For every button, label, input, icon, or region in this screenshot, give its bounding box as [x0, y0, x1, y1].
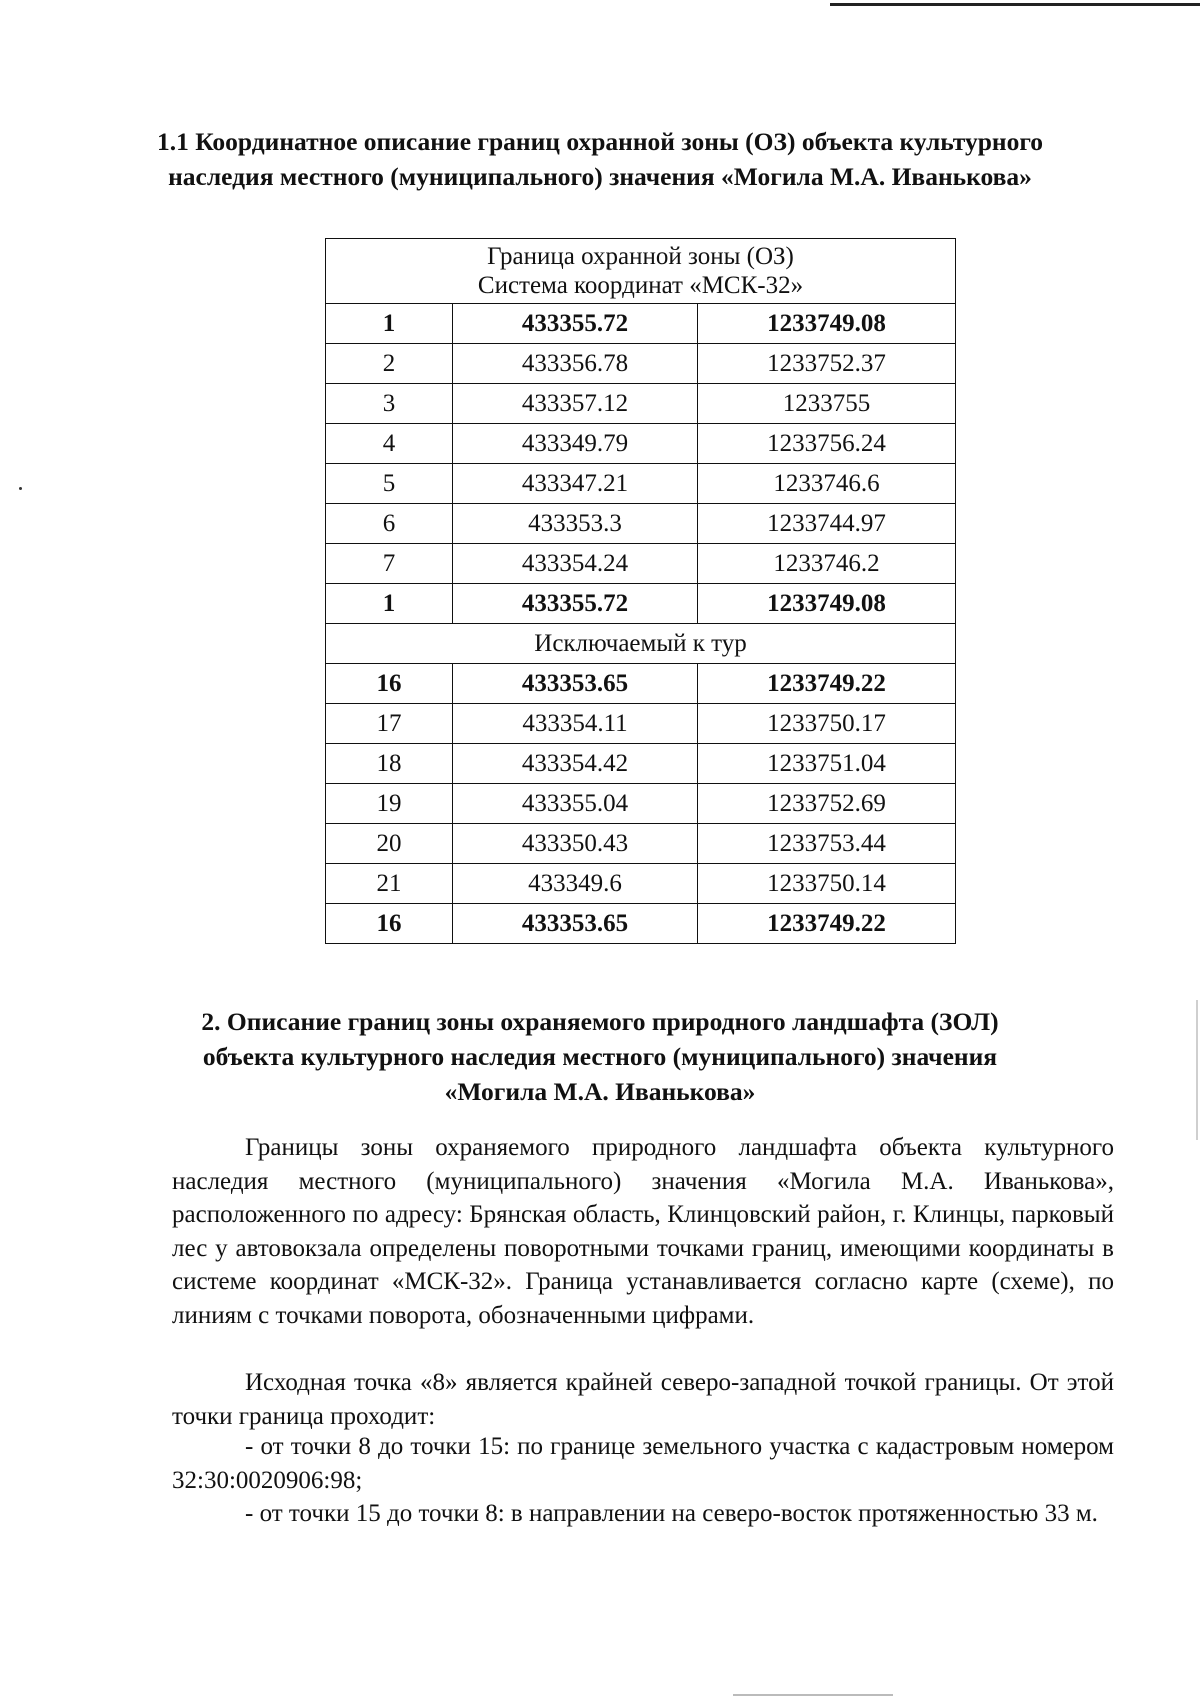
- point-number-cell: 16: [326, 904, 453, 944]
- table-row: [326, 464, 956, 504]
- table-row: [326, 704, 956, 744]
- x-coordinate-cell: 433353.65: [453, 904, 698, 944]
- table-row: [326, 664, 956, 704]
- x-coordinate-cell: 433353.65: [453, 664, 698, 704]
- y-coordinate-cell: 1233751.04: [698, 744, 956, 784]
- y-coordinate-cell: 1233749.22: [698, 904, 956, 944]
- y-coordinate-cell: 1233746.2: [698, 544, 956, 584]
- table-row: [326, 584, 956, 624]
- point-number-cell: 20: [326, 824, 453, 864]
- y-coordinate-cell: 1233749.22: [698, 664, 956, 704]
- table-row: [326, 304, 956, 344]
- table-row: [326, 344, 956, 384]
- table-caption-line-2: Система координат «МСК-32»: [477, 272, 804, 299]
- point-number-cell: 17: [326, 704, 453, 744]
- point-number-cell: 21: [326, 864, 453, 904]
- point-number-cell: 1: [326, 584, 453, 624]
- point-number-cell: 4: [326, 424, 453, 464]
- y-coordinate-cell: 1233755: [698, 384, 956, 424]
- point-number-cell: 19: [326, 784, 453, 824]
- table-row: [326, 904, 956, 944]
- table-row: [326, 424, 956, 464]
- table-row: [326, 864, 956, 904]
- coordinates-table: [325, 238, 956, 944]
- table-row: [326, 384, 956, 424]
- y-coordinate-cell: 1233753.44: [698, 824, 956, 864]
- y-coordinate-cell: 1233750.17: [698, 704, 956, 744]
- scan-right-edge-mark: [1196, 1000, 1198, 1140]
- x-coordinate-cell: 433349.6: [453, 864, 698, 904]
- point-number-cell: 18: [326, 744, 453, 784]
- point-number-cell: 2: [326, 344, 453, 384]
- x-coordinate-cell: 433354.11: [453, 704, 698, 744]
- x-coordinate-cell: 433347.21: [453, 464, 698, 504]
- y-coordinate-cell: 1233752.69: [698, 784, 956, 824]
- y-coordinate-cell: 1233752.37: [698, 344, 956, 384]
- x-coordinate-cell: 433354.42: [453, 744, 698, 784]
- x-coordinate-cell: 433355.72: [453, 304, 698, 344]
- table-row: [326, 504, 956, 544]
- point-number-cell: 3: [326, 384, 453, 424]
- table-row: [326, 824, 956, 864]
- x-coordinate-cell: 433355.04: [453, 784, 698, 824]
- paragraph-segment-8-15: - от точки 8 до точки 15: по границе земельного участка с кадастровым номером 32:30:0020906:98;: [172, 1433, 1114, 1494]
- paragraph-origin-point: Исходная точка «8» является крайней северо-западной точкой границы. От этой точки граница проходит:: [172, 1369, 1114, 1430]
- y-coordinate-cell: 1233749.08: [698, 584, 956, 624]
- section-1-heading: 1.1 Координатное описание границ охранной зоны (ОЗ) объекта культурного наследия местного (муниципального) значения «Могила М.А. Иванькова»: [156, 127, 1044, 191]
- y-coordinate-cell: 1233750.14: [698, 864, 956, 904]
- table-row: [326, 744, 956, 784]
- scan-speck: [19, 487, 22, 490]
- y-coordinate-cell: 1233756.24: [698, 424, 956, 464]
- scan-bottom-rule: [733, 1694, 893, 1696]
- table-row: [326, 544, 956, 584]
- point-number-cell: 7: [326, 544, 453, 584]
- y-coordinate-cell: 1233746.6: [698, 464, 956, 504]
- excluded-contour-row: [326, 624, 956, 664]
- point-number-cell: 5: [326, 464, 453, 504]
- paragraph-boundaries: Границы зоны охраняемого природного ландшафта объекта культурного наследия местного (муниципального) значения «Могила М.А. Иванькова», расположенного по адресу: Брянская область, Клинцовский район, г. Клинцы, парковый лес у автовокзала определены поворотными точками границ, имеющими координаты в системе координат «МСК-32». Граница устанавливается согласно карте (схеме), по линиям с точками поворота, обозначенными цифрами.: [172, 1134, 1114, 1329]
- point-number-cell: 1: [326, 304, 453, 344]
- point-number-cell: 16: [326, 664, 453, 704]
- paragraph-segment-15-8: - от точки 15 до точки 8: в направлении на северо-восток протяженностью 33 м.: [245, 1500, 1098, 1527]
- y-coordinate-cell: 1233749.08: [698, 304, 956, 344]
- y-coordinate-cell: 1233744.97: [698, 504, 956, 544]
- excluded-contour-label: Исключаемый к тур: [326, 624, 956, 664]
- x-coordinate-cell: 433357.12: [453, 384, 698, 424]
- x-coordinate-cell: 433356.78: [453, 344, 698, 384]
- point-number-cell: 6: [326, 504, 453, 544]
- x-coordinate-cell: 433355.72: [453, 584, 698, 624]
- table-caption-line-1: Граница охранной зоны (ОЗ): [487, 243, 794, 270]
- scan-top-rule: [830, 3, 1200, 6]
- table-caption: [326, 239, 956, 304]
- x-coordinate-cell: 433353.3: [453, 504, 698, 544]
- section-2-heading: 2. Описание границ зоны охраняемого природного ландшафта (ЗОЛ) объекта культурного наследия местного (муниципального) значения «Могила М.А. Иванькова»: [201, 1007, 999, 1106]
- x-coordinate-cell: 433350.43: [453, 824, 698, 864]
- table-row: [326, 784, 956, 824]
- x-coordinate-cell: 433349.79: [453, 424, 698, 464]
- x-coordinate-cell: 433354.24: [453, 544, 698, 584]
